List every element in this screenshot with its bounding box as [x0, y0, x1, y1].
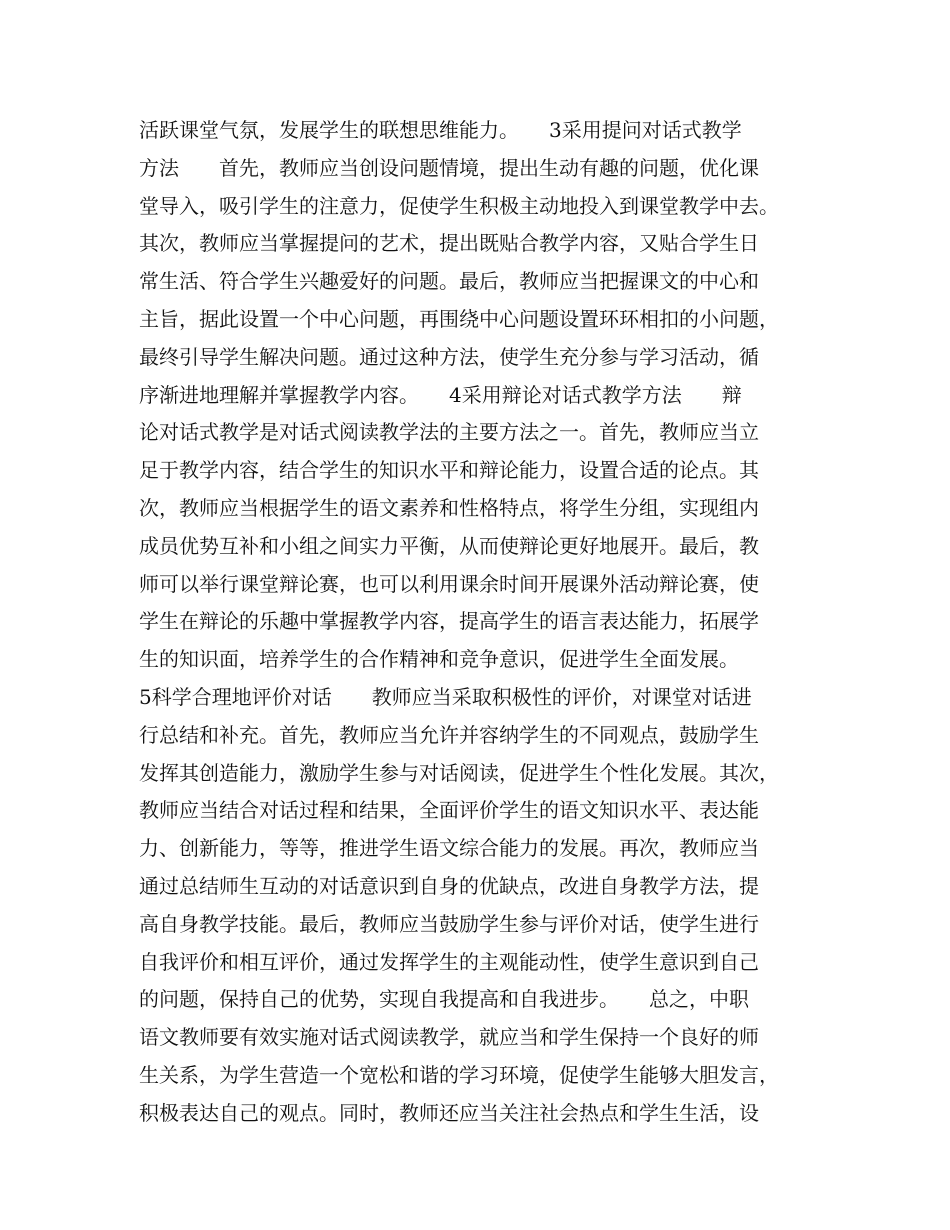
- text-line: 足于教学内容，结合学生的知识水平和辩论能力，设置合适的论点。其: [139, 458, 759, 483]
- text-line: 方法 首先，教师应当创设问题情境，提出生动有趣的问题，优化课: [139, 155, 759, 180]
- text-line: 常生活、符合学生兴趣爱好的问题。最后，教师应当把握课文的中心和: [139, 269, 759, 294]
- text-line: 序渐进地理解并掌握教学内容。 4采用辩论对话式教学方法 辩: [139, 382, 742, 407]
- text-line: 成员优势互补和小组之间实力平衡，从而使辩论更好地展开。最后，教: [139, 533, 759, 558]
- text-line: 自我评价和相互评价，通过发挥学生的主观能动性，使学生意识到自己: [139, 949, 759, 974]
- text-line: 通过总结师生互动的对话意识到自身的优缺点，改进自身教学方法，提: [139, 873, 759, 898]
- text-line: 次，教师应当根据学生的语文素养和性格特点，将学生分组，实现组内: [139, 495, 759, 520]
- text-line: 力、创新能力，等等，推进学生语文综合能力的发展。再次，教师应当: [139, 836, 759, 861]
- text-line: 行总结和补充。首先，教师应当允许并容纳学生的不同观点，鼓励学生: [139, 722, 759, 747]
- text-line: 学生在辩论的乐趣中掌握教学内容，提高学生的语言表达能力，拓展学: [139, 609, 759, 634]
- text-line: 主旨，据此设置一个中心问题，再围绕中心问题设置环环相扣的小问题，: [139, 306, 779, 331]
- text-line: 生关系，为学生营造一个宽松和谐的学习环境，促使学生能够大胆发言，: [139, 1062, 779, 1087]
- text-line: 堂导入，吸引学生的注意力，促使学生积极主动地投入到课堂教学中去。: [139, 193, 779, 218]
- text-line: 5科学合理地评价对话 教师应当采取积极性的评价，对课堂对话进: [139, 684, 752, 709]
- text-line: 论对话式教学是对话式阅读教学法的主要方法之一。首先，教师应当立: [139, 420, 759, 445]
- text-line: 语文教师要有效实施对话式阅读教学，就应当和学生保持一个良好的师: [139, 1025, 759, 1050]
- text-line: 其次，教师应当掌握提问的艺术，提出既贴合教学内容，又贴合学生日: [139, 231, 759, 256]
- body-text: [139, 112, 829, 1133]
- text-line: 师可以举行课堂辩论赛，也可以利用课余时间开展课外活动辩论赛，使: [139, 571, 759, 596]
- text-line: 活跃课堂气氛，发展学生的联想思维能力。 3采用提问对话式教学: [139, 118, 742, 142]
- text-line: 积极表达自己的观点。同时，教师还应当关注社会热点和学生生活，设: [139, 1100, 759, 1125]
- text-line: 高自身教学技能。最后，教师应当鼓励学生参与评价对话，使学生进行: [139, 911, 759, 936]
- text-line: 的问题，保持自己的优势，实现自我提高和自我进步。 总之，中职: [139, 987, 749, 1012]
- text-line: 最终引导学生解决问题。通过这种方法，使学生充分参与学习活动，循: [139, 344, 759, 369]
- text-line: 教师应当结合对话过程和结果，全面评价学生的语文知识水平、表达能: [139, 798, 759, 823]
- text-line: 生的知识面，培养学生的合作精神和竞争意识，促进学生全面发展。: [139, 647, 739, 672]
- text-line: 发挥其创造能力，激励学生参与对话阅读，促进学生个性化发展。其次，: [139, 760, 779, 785]
